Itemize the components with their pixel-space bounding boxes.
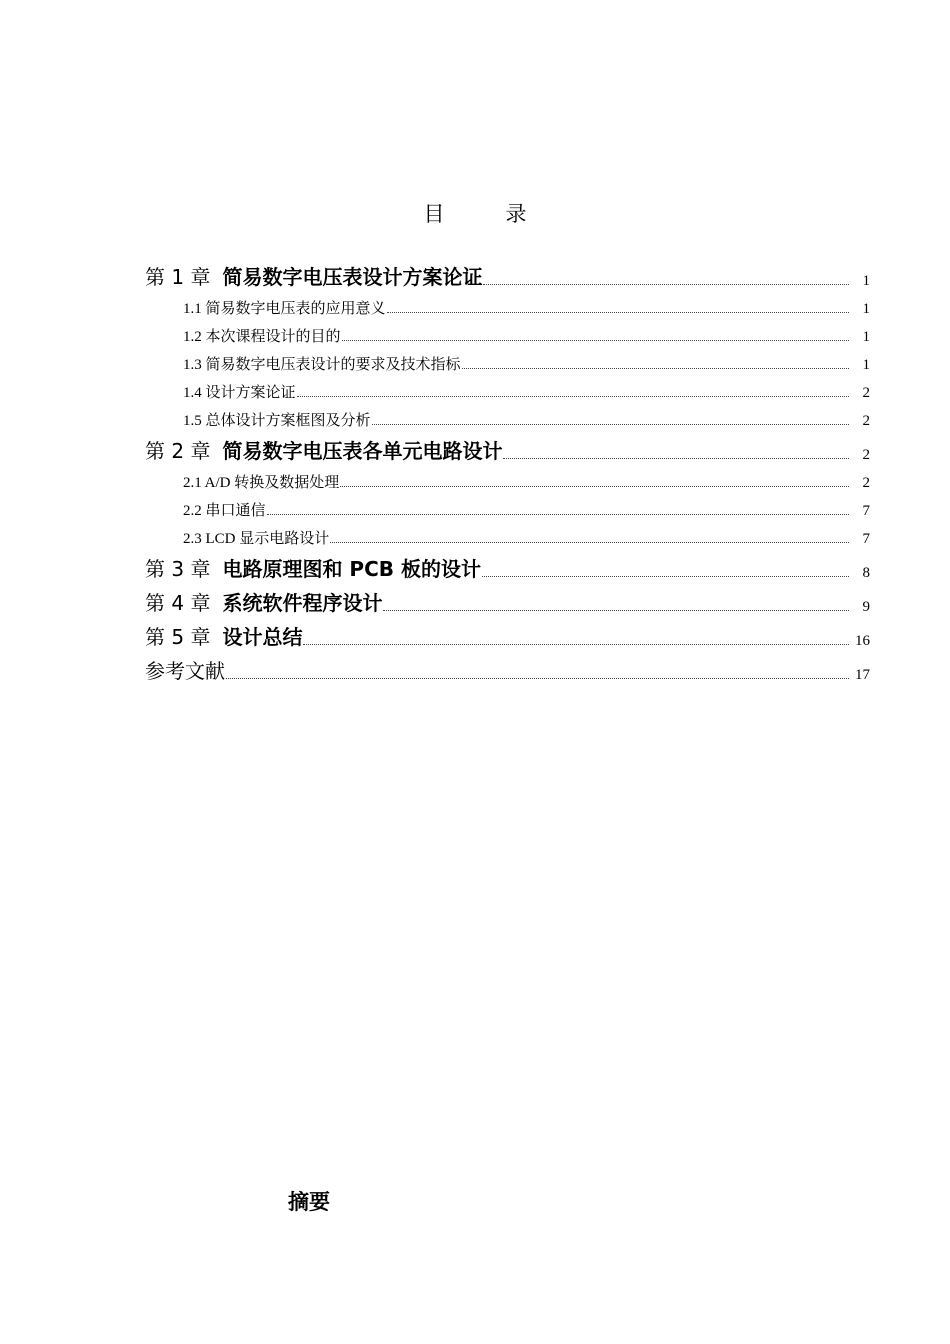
page-number: 7 bbox=[862, 531, 870, 547]
chapter-number: 第 2 章 bbox=[145, 439, 211, 463]
toc-chapter-5[interactable] bbox=[145, 616, 870, 650]
page-number: 1 bbox=[862, 357, 870, 373]
chapter-number: 第 3 章 bbox=[145, 557, 211, 581]
dot-leader bbox=[372, 423, 849, 425]
dot-leader bbox=[303, 643, 849, 645]
chapter-title: 简易数字电压表各单元电路设计 bbox=[222, 439, 503, 463]
chapter-title: 系统软件程序设计 bbox=[222, 591, 383, 615]
page-number: 16 bbox=[855, 633, 870, 649]
page-number: 8 bbox=[862, 565, 870, 581]
chapter-number: 第 4 章 bbox=[145, 591, 211, 615]
dot-leader bbox=[330, 541, 849, 543]
toc-section-1-4[interactable] bbox=[145, 374, 870, 402]
dot-leader bbox=[226, 677, 849, 679]
dot-leader bbox=[462, 367, 849, 369]
toc-title: 目 录 bbox=[423, 202, 547, 226]
toc-section-1-3[interactable] bbox=[145, 346, 870, 374]
page-number: 1 bbox=[862, 301, 870, 317]
page-number: 7 bbox=[862, 503, 870, 519]
dot-leader bbox=[483, 283, 849, 285]
dot-leader bbox=[267, 513, 849, 515]
page-number: 1 bbox=[862, 329, 870, 345]
section-title: 2.3 LCD 显示电路设计 bbox=[183, 531, 330, 547]
toc-section-2-3[interactable] bbox=[145, 520, 870, 548]
toc-section-2-1[interactable] bbox=[145, 464, 870, 492]
toc-chapter-1[interactable] bbox=[145, 256, 870, 290]
dot-leader bbox=[387, 311, 849, 313]
chapter-title: 简易数字电压表设计方案论证 bbox=[222, 265, 483, 289]
dot-leader bbox=[383, 609, 849, 611]
references-title: 参考文献 bbox=[145, 659, 225, 683]
page-number: 17 bbox=[855, 667, 870, 683]
section-title: 1.2 本次课程设计的目的 bbox=[183, 329, 341, 345]
page-number: 2 bbox=[862, 385, 870, 401]
chapter-title: 电路原理图和 PCB 板的设计 bbox=[222, 557, 481, 581]
toc-references[interactable] bbox=[145, 650, 870, 684]
section-title: 1.4 设计方案论证 bbox=[183, 385, 296, 401]
toc-section-2-2[interactable] bbox=[145, 492, 870, 520]
section-title: 1.5 总体设计方案框图及分析 bbox=[183, 413, 371, 429]
toc-section-1-5[interactable] bbox=[145, 402, 870, 430]
chapter-number: 第 5 章 bbox=[145, 625, 211, 649]
toc-chapter-3[interactable] bbox=[145, 548, 870, 582]
section-title: 1.1 简易数字电压表的应用意义 bbox=[183, 301, 386, 317]
table-of-contents bbox=[145, 256, 870, 684]
page-number: 2 bbox=[862, 447, 870, 463]
abstract-heading: 摘要 bbox=[288, 1190, 330, 1214]
toc-section-1-2[interactable] bbox=[145, 318, 870, 346]
dot-leader bbox=[342, 339, 849, 341]
dot-leader bbox=[340, 485, 849, 487]
page-number: 9 bbox=[862, 599, 870, 615]
section-title: 2.1 A/D 转换及数据处理 bbox=[183, 475, 340, 491]
page-number: 2 bbox=[862, 475, 870, 491]
section-title: 2.2 串口通信 bbox=[183, 503, 266, 519]
dot-leader bbox=[297, 395, 849, 397]
page-number: 1 bbox=[862, 273, 870, 289]
chapter-title: 设计总结 bbox=[222, 625, 303, 649]
chapter-number: 第 1 章 bbox=[145, 265, 211, 289]
page-number: 2 bbox=[862, 413, 870, 429]
section-title: 1.3 简易数字电压表设计的要求及技术指标 bbox=[183, 357, 461, 373]
dot-leader bbox=[482, 575, 849, 577]
dot-leader bbox=[503, 457, 849, 459]
toc-section-1-1[interactable] bbox=[145, 290, 870, 318]
toc-chapter-2[interactable] bbox=[145, 430, 870, 464]
toc-chapter-4[interactable] bbox=[145, 582, 870, 616]
